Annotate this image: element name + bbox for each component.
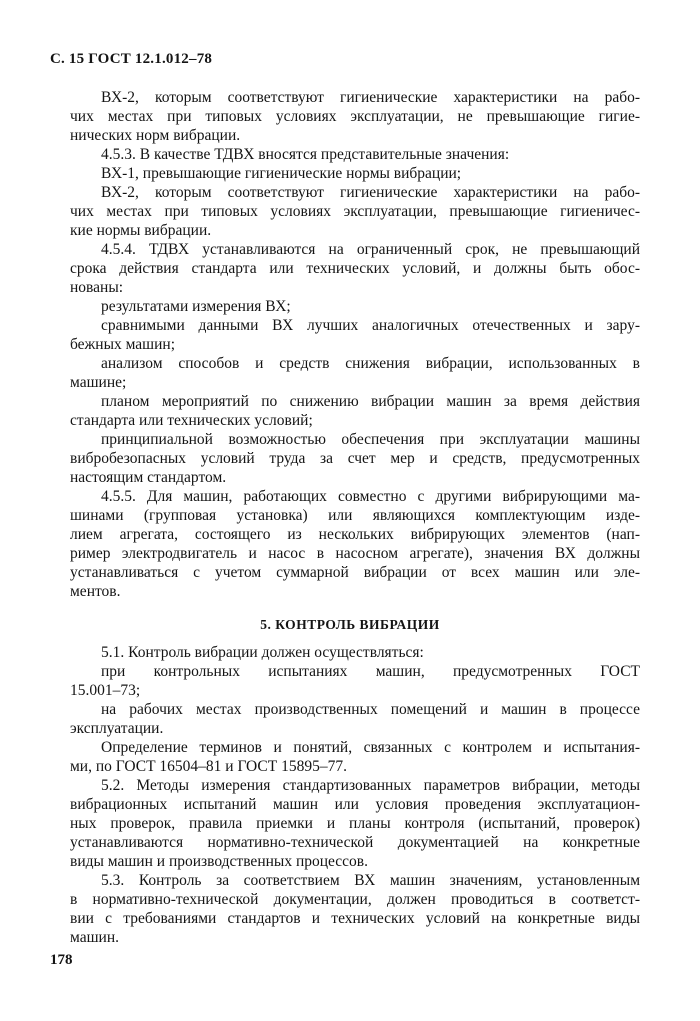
text-line: устанавливаться с учетом суммарной вибрации от всех машин или эле-	[70, 564, 640, 581]
paragraph	[70, 487, 640, 601]
text-line: вибробезопасных условий труда за счет мер и средств, предусмотренных	[70, 450, 640, 467]
text-line: 5.2. Методы измерения стандартизованных параметров вибрации, методы	[101, 777, 640, 794]
paragraph	[70, 183, 640, 240]
paragraph	[70, 88, 640, 145]
text-line: 15.001–73;	[70, 682, 141, 699]
text-line: ментов.	[70, 583, 121, 600]
section-5-heading: 5. КОНТРОЛЬ ВИБРАЦИИ	[260, 617, 440, 632]
paragraph	[70, 430, 640, 487]
paragraph	[70, 700, 640, 738]
paragraph	[70, 316, 640, 354]
text-line: машин.	[70, 929, 119, 946]
text-line: результатами измерения ВХ;	[101, 298, 291, 315]
text-line: при контрольных испытаниях машин, предусмотренных ГОСТ	[101, 663, 640, 680]
text-line: вии с требованиями стандартов и технических условий на конкретные виды	[70, 910, 640, 927]
text-line: 5.3. Контроль за соответствием ВХ машин значениям, установленным	[101, 872, 640, 889]
text-line: чих местах при типовых условиях эксплуатации, превышающие гигиеничес-	[70, 203, 640, 220]
paragraph	[70, 145, 640, 164]
paragraph	[70, 643, 640, 662]
text-line: эксплуатации.	[70, 720, 164, 737]
text-line: срока действия стандарта или технических условий, и должны быть обос-	[70, 260, 640, 277]
text-line: ВХ-2, которым соответствуют гигиенические характеристики на рабо-	[101, 89, 640, 106]
text-line: ВХ-2, которым соответствуют гигиенические характеристики на рабо-	[101, 184, 640, 201]
text-line: сравнимыми данными ВХ лучших аналогичных отечественных и зару-	[101, 317, 640, 334]
text-line: Определение терминов и понятий, связанных с контролем и испытания-	[101, 739, 640, 756]
text-line: 5.1. Контроль вибрации должен осуществляться:	[101, 644, 424, 661]
text-line: устанавливаются нормативно-технической документацией на конкретные	[70, 834, 640, 851]
text-line: 4.5.3. В качестве ТДВХ вносятся представительные значения:	[101, 146, 510, 163]
text-line: виды машин и производственных процессов.	[70, 853, 369, 870]
text-line: анализом способов и средств снижения вибрации, использованных в	[101, 355, 640, 372]
text-line: планом мероприятий по снижению вибрации машин за время действия	[101, 393, 640, 410]
paragraph	[70, 738, 640, 776]
paragraph	[70, 164, 640, 183]
paragraph	[70, 297, 640, 316]
text-line: машине;	[70, 374, 127, 391]
text-line: ВХ-1, превышающие гигиенические нормы вибрации;	[101, 165, 462, 182]
paragraph	[70, 392, 640, 430]
text-line: нованы:	[70, 279, 124, 296]
text-line: ример электродвигатель и насос в насосном агрегате), значения ВХ должны	[70, 545, 640, 562]
text-line: лием агрегата, состоящего из нескольких вибрирующих элементов (нап-	[70, 526, 640, 543]
text-line: настоящим стандартом.	[70, 469, 227, 486]
text-line: на рабочих местах производственных помещений и машин в процессе	[101, 701, 640, 718]
text-line: принципиальной возможностью обеспечения при эксплуатации машины	[101, 431, 640, 448]
text-line: в нормативно-технической документации, должен проводиться в соответст-	[70, 891, 640, 908]
section-4-text	[70, 88, 640, 601]
text-line: 4.5.4. ТДВХ устанавливаются на ограниченный срок, не превышающий	[101, 241, 640, 258]
section-5-text	[70, 643, 640, 947]
text-line: 4.5.5. Для машин, работающих совместно с другими вибрирующими ма-	[101, 488, 640, 505]
text-line: шинами (групповая установка) или являющихся комплектующим изде-	[70, 507, 640, 524]
page-header: С. 15 ГОСТ 12.1.012–78	[50, 51, 213, 67]
page-number: 178	[50, 952, 73, 968]
paragraph	[70, 662, 640, 700]
text-line: бежных машин;	[70, 336, 176, 353]
text-line: нических норм вибрации.	[70, 127, 241, 144]
paragraph	[70, 354, 640, 392]
text-line: чих местах при типовых условиях эксплуатации, не превышающие гигие-	[70, 108, 640, 125]
text-line: ми, по ГОСТ 16504–81 и ГОСТ 15895–77.	[70, 758, 347, 775]
text-line: ных проверок, правила приемки и планы контроля (испытаний, проверок)	[70, 815, 640, 832]
text-line: стандарта или технических условий;	[70, 412, 313, 429]
paragraph	[70, 240, 640, 297]
text-line: вибрационных испытаний машин или условия проведения эксплуатацион-	[70, 796, 640, 813]
text-line: кие нормы вибрации.	[70, 222, 212, 239]
paragraph	[70, 871, 640, 947]
paragraph	[70, 776, 640, 871]
